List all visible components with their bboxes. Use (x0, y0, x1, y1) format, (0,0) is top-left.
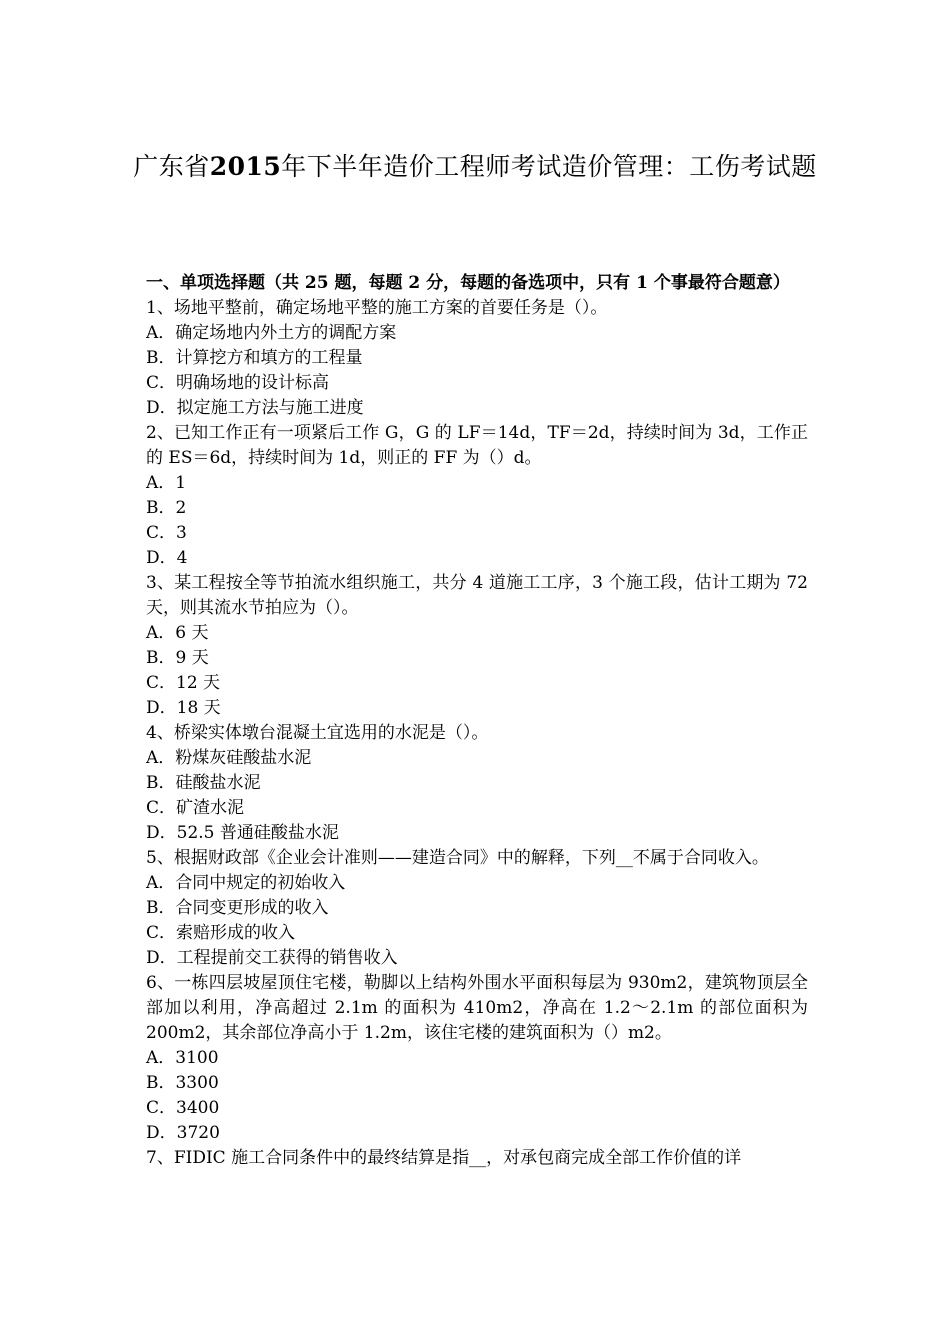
option-6a: A．3100 (146, 1048, 219, 1068)
option-3a: A．6 天 (146, 623, 209, 643)
option-5a: A．合同中规定的初始收入 (146, 873, 346, 893)
question-4: 4、桥梁实体墩台混凝土宜选用的水泥是（）。 (146, 723, 489, 743)
option-1d: D．拟定施工方法与施工进度 (146, 398, 364, 418)
option-1c: C．明确场地的设计标高 (146, 373, 330, 393)
option-4c: C．矿渣水泥 (146, 798, 245, 818)
question-6: 6、一栋四层坡屋顶住宅楼，勒脚以上结构外围水平面积每层为 930m2，建筑物顶层全部加以利用，净高超过 2.1m 的面积为 410m2，净高在 1.2～2.1m 的部位面积为 200m2，其余部位净高小于 1.2m，该住宅楼的建筑面积为（）m2。 (146, 973, 808, 1043)
option-2a: A．1 (146, 473, 187, 493)
document-body (146, 271, 808, 1171)
question-2: 2、已知工作正有一项紧后工作 G，G 的 LF＝14d，TF＝2d，持续时间为 3d，工作正的 ES＝6d，持续时间为 1d，则正的 FF 为（）d。 (146, 423, 808, 468)
question-3: 3、某工程按全等节拍流水组织施工，共分 4 道施工工序，3 个施工段，估计工期为 72 天，则其流水节拍应为（）。 (146, 573, 808, 618)
option-6d: D．3720 (146, 1123, 220, 1143)
option-1b: B．计算挖方和填方的工程量 (146, 348, 363, 368)
option-6b: B．3300 (146, 1073, 219, 1093)
document-title (112, 140, 838, 194)
section-heading: 一、单项选择题（共 25 题，每题 2 分，每题的备选项中，只有 1 个事最符合题意） (146, 273, 790, 293)
option-3d: D．18 天 (146, 698, 221, 718)
option-4a: A．粉煤灰硅酸盐水泥 (146, 748, 312, 768)
option-2c: C．3 (146, 523, 187, 543)
option-6c: C．3400 (146, 1098, 220, 1118)
option-1a: A．确定场地内外土方的调配方案 (146, 323, 397, 343)
option-5c: C．索赔形成的收入 (146, 923, 296, 943)
title-prefix: 广东省 (133, 152, 210, 181)
title-year: 2015 (209, 152, 282, 181)
question-5: 5、根据财政部《企业会计准则——建造合同》中的解释，下列__不属于合同收入。 (146, 848, 769, 868)
option-3c: C．12 天 (146, 673, 221, 693)
option-3b: B．9 天 (146, 648, 209, 668)
option-4b: B．硅酸盐水泥 (146, 773, 261, 793)
option-2d: D．4 (146, 548, 188, 568)
option-2b: B．2 (146, 498, 187, 518)
title-rest: 年下半年造价工程师考试造价管理：工伤考试题 (281, 152, 817, 181)
option-5b: B．合同变更形成的收入 (146, 898, 329, 918)
question-1: 1、场地平整前，确定场地平整的施工方案的首要任务是（）。 (146, 298, 608, 318)
question-7: 7、FIDIC 施工合同条件中的最终结算是指__，对承包商完成全部工作价值的详 (146, 1148, 742, 1168)
option-5d: D．工程提前交工获得的销售收入 (146, 948, 398, 968)
option-4d: D．52.5 普通硅酸盐水泥 (146, 823, 339, 843)
